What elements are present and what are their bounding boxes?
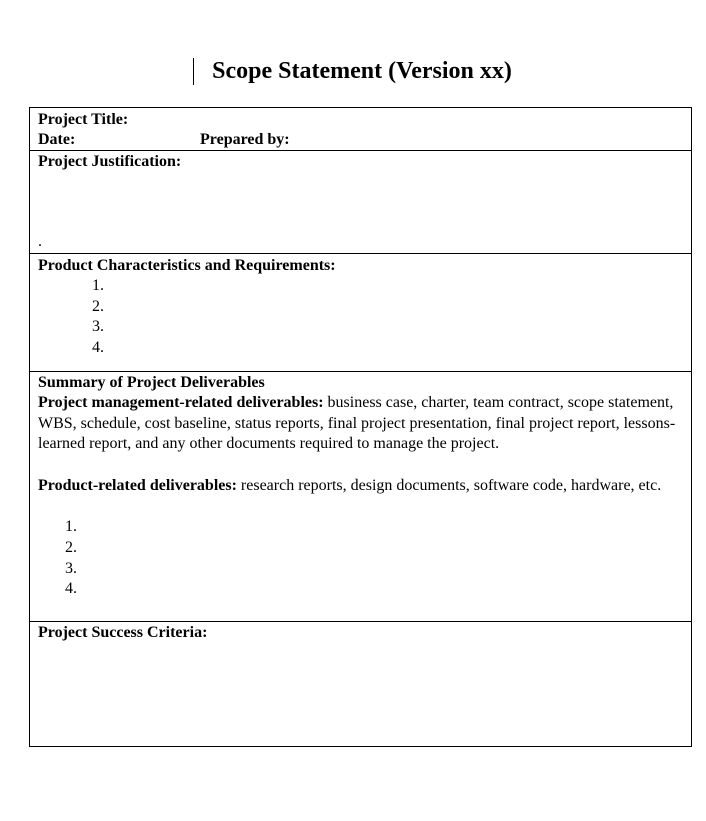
product-deliverables-paragraph[interactable]: [38, 476, 688, 497]
date-label[interactable]: Date:: [38, 131, 76, 148]
project-title-label[interactable]: Project Title:: [38, 111, 129, 128]
list-item[interactable]: 3.: [65, 560, 77, 577]
pm-deliverables-text: business case, charter, team contract, scope statement, WBS, schedule, cost baseline, status reports, final project presentation, final project report, lessons-learned report, and any other documents required to manage the project.: [38, 394, 676, 453]
list-item[interactable]: 4.: [92, 339, 104, 356]
pm-deliverables-paragraph[interactable]: [38, 393, 688, 455]
list-item[interactable]: 2.: [65, 539, 77, 556]
list-item[interactable]: 3.: [92, 318, 104, 335]
deliverables-label[interactable]: Summary of Project Deliverables: [38, 374, 265, 391]
success-label[interactable]: Project Success Criteria:: [38, 624, 208, 641]
list-item[interactable]: 4.: [65, 580, 77, 597]
justification-label[interactable]: Project Justification:: [38, 153, 182, 170]
list-item[interactable]: 1.: [65, 518, 77, 535]
product-deliverables-label: Product-related deliverables:: [38, 477, 237, 494]
prepared-by-label[interactable]: Prepared by:: [200, 131, 290, 148]
header-row: [30, 108, 691, 151]
document-title: Scope Statement (Version xx): [212, 58, 512, 84]
list-item[interactable]: 2.: [92, 298, 104, 315]
deliverables-row: [30, 371, 691, 622]
product-deliverables-text: research reports, design documents, software code, hardware, etc.: [236, 477, 662, 494]
list-item[interactable]: 1.: [92, 277, 104, 294]
characteristics-row: [30, 253, 691, 372]
pm-deliverables-label: Project management-related deliverables:: [38, 394, 324, 411]
success-row: [30, 621, 691, 821]
scope-table: [29, 107, 692, 747]
justification-row: [30, 150, 691, 254]
characteristics-label[interactable]: Product Characteristics and Requirements:: [38, 257, 336, 274]
stray-period: .: [38, 233, 42, 250]
